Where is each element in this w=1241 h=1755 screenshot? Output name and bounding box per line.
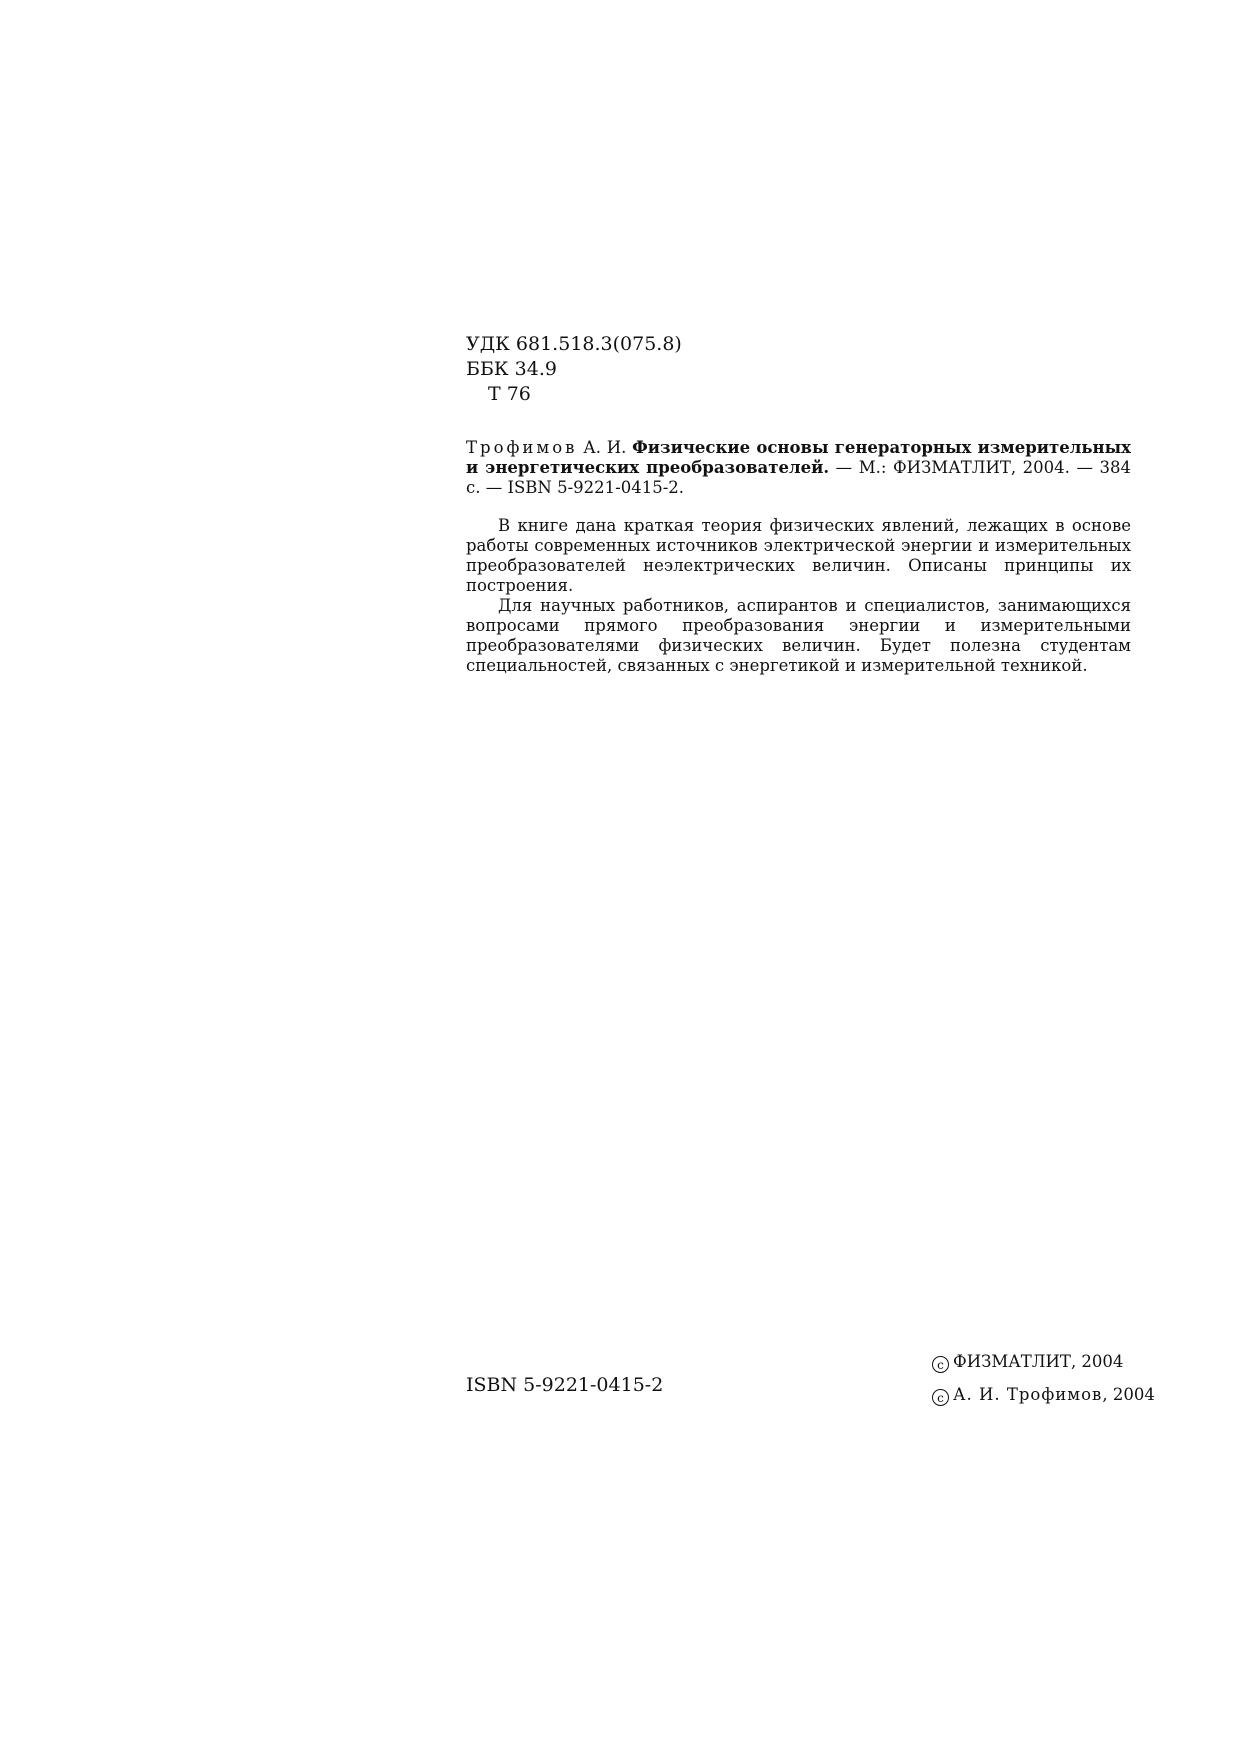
classification-codes bbox=[466, 332, 682, 407]
publication-info: — М.: ФИЗМАТЛИТ, 2004. — 384 с. — ISBN 5-9221-0415-2. bbox=[466, 458, 1132, 497]
isbn: ISBN 5-9221-0415-2 bbox=[466, 1374, 664, 1396]
author-mark: Т 76 bbox=[488, 383, 531, 405]
author-surname: Трофимов bbox=[466, 438, 578, 457]
bibliographic-entry bbox=[466, 438, 1131, 498]
udk-code: УДК 681.518.3(075.8) bbox=[466, 333, 682, 355]
bbk-code: ББК 34.9 bbox=[466, 358, 557, 380]
copyright-author-year: , 2004 bbox=[1102, 1385, 1155, 1404]
abstract bbox=[466, 516, 1131, 676]
copyright-icon: c bbox=[932, 1356, 949, 1373]
copyright-publisher bbox=[932, 1345, 1155, 1378]
copyright-block bbox=[932, 1345, 1155, 1411]
abstract-paragraph: В книге дана краткая теория физических явлений, лежащих в основе работы современных источников электрической энергии и измерительных преобразователей неэлектрических величин. Описаны принципы их построения. bbox=[466, 516, 1131, 595]
copyright-publisher-name: ФИЗМАТЛИТ bbox=[953, 1352, 1071, 1371]
copyright-author bbox=[932, 1378, 1155, 1411]
audience-paragraph: Для научных работников, аспирантов и специалистов, занимающихся вопросами прямого преобразования энергии и измерительными преобразователями физических величин. Будет полезна студентам специальностей, связанных с энергетикой и измерительной техникой. bbox=[466, 596, 1131, 675]
author-initials: А. И. bbox=[583, 438, 627, 457]
copyright-author-name: А. И. Трофимов bbox=[953, 1385, 1103, 1404]
book-title: Физические основы генераторных измерительных и энергетических преобразователей. bbox=[466, 438, 1132, 477]
copyright-publisher-year: , 2004 bbox=[1070, 1352, 1124, 1371]
copyright-icon: c bbox=[932, 1389, 949, 1406]
